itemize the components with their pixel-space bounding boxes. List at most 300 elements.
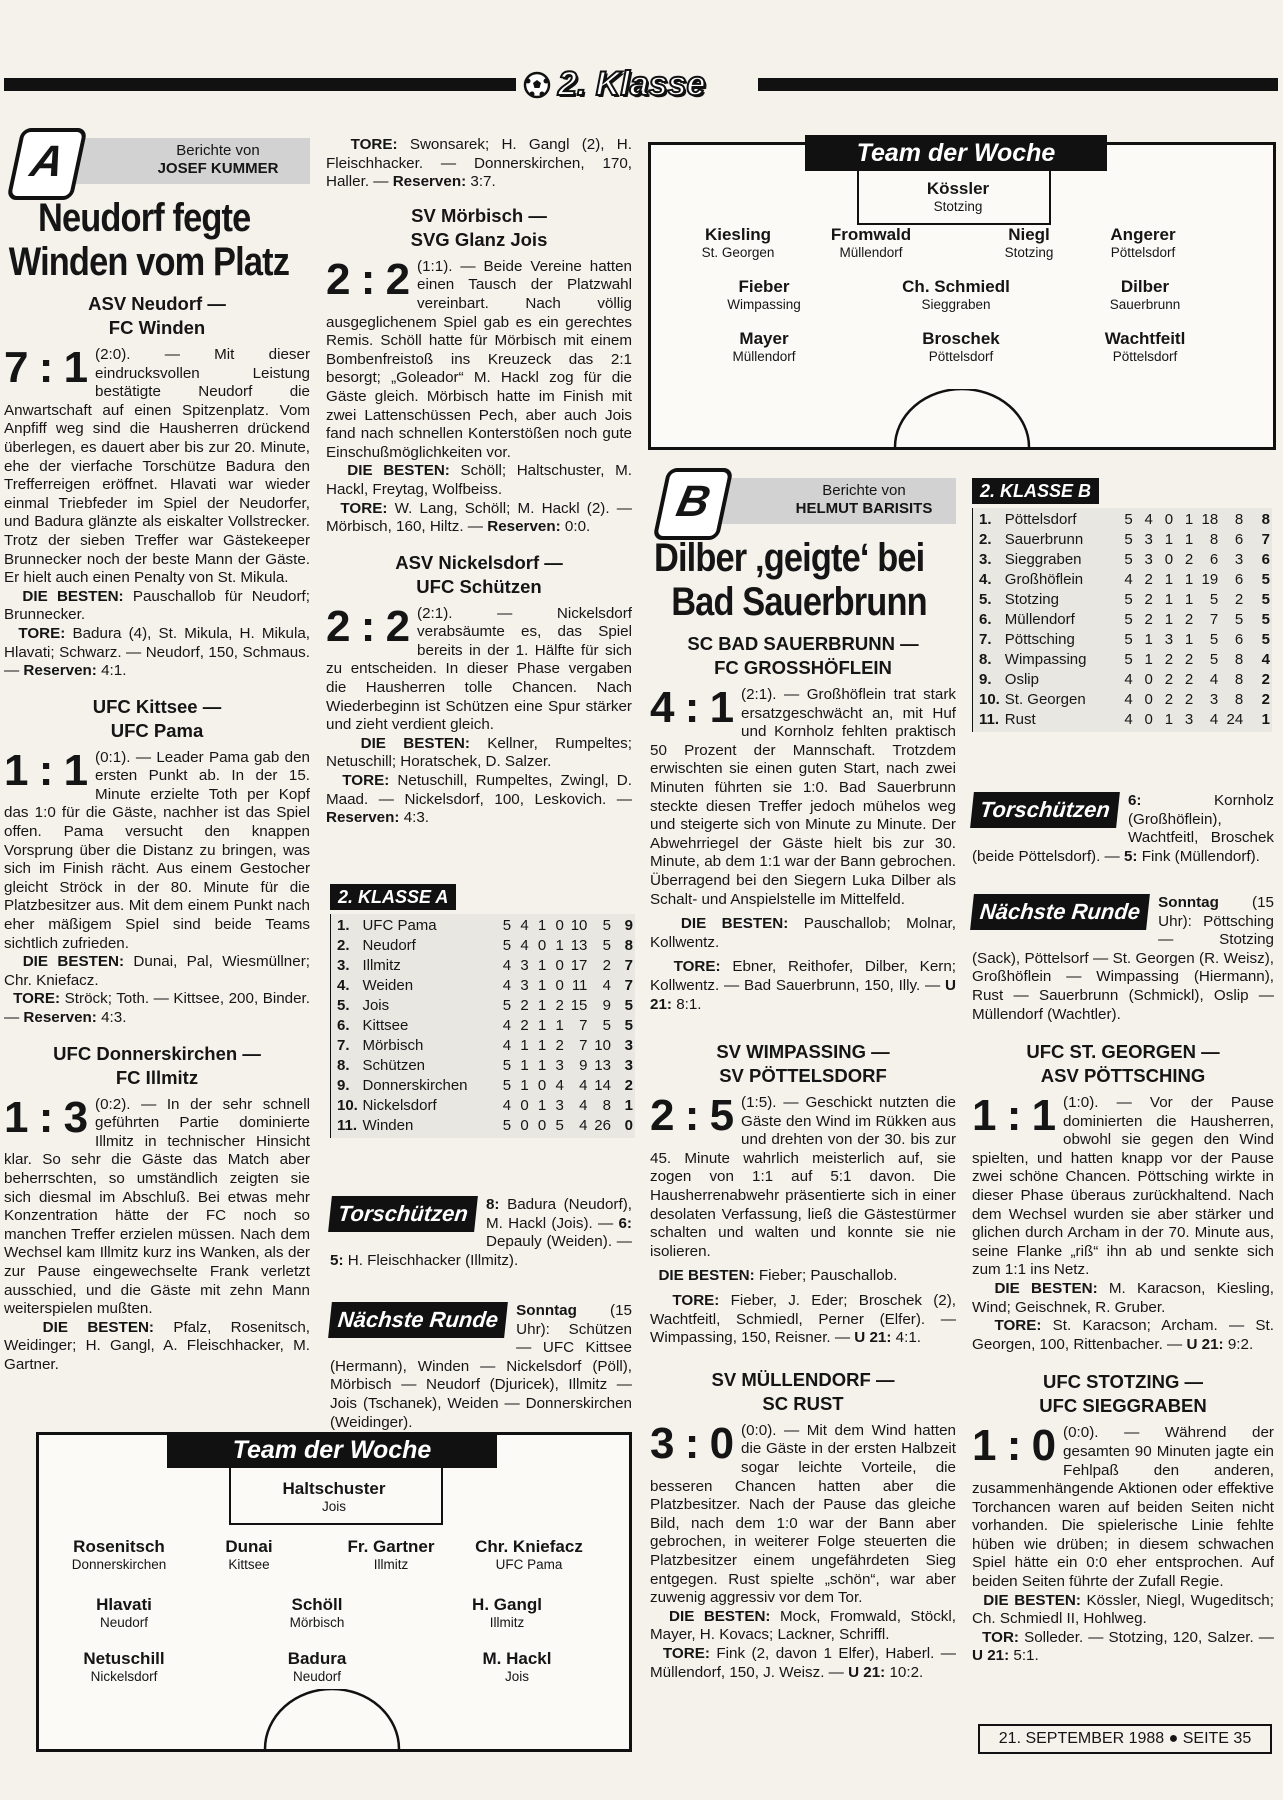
stat-cell: 5 — [1261, 571, 1270, 588]
stat-cell: 6 — [1234, 631, 1244, 648]
stat-cell: 4 — [502, 1017, 512, 1034]
stat-cell: 6 — [1261, 551, 1270, 568]
match-title-line1: ASV Neudorf — — [88, 293, 226, 314]
tore-text: Ebner, Reithofer, Dilber, Kern; Kollwentz. — Bad Sauerbrunn, 150, Illy. — — [650, 958, 956, 994]
next-round-day: Sonntag — [516, 1302, 577, 1319]
u21-text: 8:1. — [676, 995, 702, 1013]
player-name: Fromwald — [830, 225, 912, 244]
reserven-label: Reserven: — [23, 662, 97, 680]
player-name: Kiesling — [704, 225, 772, 244]
player-name: Wachtfeitl — [1104, 329, 1186, 348]
match-title-line1: ASV Nickelsdorf — — [395, 551, 563, 573]
stat-cell: 2 — [520, 997, 529, 1014]
player-name: Dunai — [225, 1537, 273, 1556]
match-title-line2: FC GROSSHÖFLEIN — [714, 657, 892, 678]
besten-label: DIE BESTEN: — [22, 953, 125, 971]
stat-cell: 3 — [1209, 691, 1219, 708]
player-name: M. Hackl — [482, 1649, 552, 1668]
stat-cell: 4 — [1261, 651, 1270, 668]
stat-cell: 5 — [1124, 591, 1133, 608]
stat-cell: 8 — [1234, 671, 1244, 688]
match-title — [650, 1368, 956, 1416]
stat-cell: 0 — [520, 1097, 529, 1114]
stat-cell: 4 — [579, 1077, 588, 1094]
match-title — [972, 1040, 1274, 1088]
stat-cell: 0 — [624, 1117, 633, 1134]
stat-cell: 5 — [602, 917, 611, 934]
standings-row — [335, 1056, 635, 1076]
standings-row — [335, 956, 635, 976]
stat-cell: 5 — [1124, 611, 1133, 628]
team-name: St. Georgen — [1004, 691, 1086, 708]
stat-cell: 18 — [1201, 511, 1219, 528]
stat-cell: 4 — [502, 1037, 512, 1054]
tore-label: TORE: — [673, 958, 721, 976]
report-text: (2:1). — Nickelsdorf verabsäumte es, das Spiel bereits in der 1. Hälfte für sich zu entscheiden. In dieser Phase vergaben die Hausherren tolle Chancen. Nach Wiederbeginn ist Schützen eine Spur stärker und zieht verdient gleich. — [326, 604, 632, 734]
stat-cell: 1 — [1164, 711, 1174, 728]
stat-cell: 5 — [1209, 591, 1219, 608]
stat-cell: 5 — [1234, 611, 1244, 628]
stat-cell: 19 — [1201, 571, 1219, 588]
match-report — [326, 136, 632, 192]
score: 2 : 5 — [650, 1091, 734, 1141]
team-b-player — [858, 179, 1058, 215]
besten-label: DIE BESTEN: — [22, 587, 124, 605]
stat-cell: 9 — [624, 917, 633, 934]
match-report — [650, 1091, 956, 1348]
scorers-count: 6: — [618, 1214, 632, 1232]
stat-cell: 0 — [555, 977, 564, 994]
besten-label: DIE BESTEN: — [669, 1607, 771, 1625]
stat-cell: 5 — [1124, 651, 1133, 668]
team-a-player — [217, 1649, 417, 1685]
stat-cell: 4 — [1124, 691, 1133, 708]
stat-cell: 1 — [1261, 711, 1270, 728]
team-name: Pöttsching — [1004, 631, 1075, 648]
stat-cell: 2 — [1184, 551, 1194, 568]
position: 8. — [337, 1057, 350, 1074]
match-title-line2: UFC SIEGGRABEN — [1039, 1395, 1207, 1417]
report-text: (0:0). — Mit dem Wind hatten die Gäste in der ersten Halbzeit sogar leichte Vorteile, die besseren Chancen hatten aber die Platzbesitzer. Nach der Pause das gleiche Bild, nach dem 1:0 war der Bann aber gebrochen, in weiterer Folge steuerten die Platzbesitzer einem ungefährdeten Sieg entgegen. Rust spielte „schön“, war aber zuwenig aggressiv vor dem Tor. — [650, 1421, 956, 1607]
tore-label: TORE: — [18, 624, 66, 642]
stat-cell: 8 — [602, 1097, 611, 1114]
stat-cell: 3 — [1144, 551, 1153, 568]
tore-label: TORE: — [662, 1644, 710, 1662]
besten-text: Pfalz, Rosenitsch, Weidinger; H. Gangl, A. Fleischhacker, M. Gartner. — [4, 1318, 310, 1373]
team-name: UFC Pama — [362, 917, 437, 934]
stat-cell: 3 — [520, 957, 529, 974]
team-name: Jois — [362, 997, 390, 1014]
score: 1 : 0 — [972, 1421, 1056, 1471]
team-b-player — [856, 277, 1056, 313]
stat-cell: 8 — [1209, 531, 1219, 548]
match-report — [4, 1092, 310, 1375]
headline-a — [8, 196, 290, 284]
stat-cell: 5 — [624, 1017, 633, 1034]
besten-label: DIE BESTEN: — [347, 462, 450, 480]
team-a-player — [217, 1595, 417, 1631]
scorers-a — [330, 1196, 632, 1270]
u21-label: U 21: — [650, 976, 956, 1013]
besten-text: Schöll; Haltschuster, M. Hackl, Freytag, Wolfbeiss. — [326, 462, 632, 498]
stat-cell: 9 — [579, 1057, 588, 1074]
stat-cell: 3 — [624, 1057, 633, 1074]
stat-cell: 2 — [1164, 651, 1174, 668]
team-name: Donnerskirchen — [362, 1077, 468, 1094]
match-title-line1: UFC ST. GEORGEN — — [1026, 1041, 1220, 1062]
player-club: Neudorf — [292, 1669, 342, 1684]
stat-cell: 2 — [1184, 671, 1194, 688]
next-round-a-label: Nächste Runde — [328, 1302, 508, 1338]
match-title-line2: UFC Pama — [110, 719, 204, 741]
team-name: Nickelsdorf — [362, 1097, 437, 1114]
match-report — [972, 1421, 1274, 1666]
stat-cell: 4 — [602, 977, 611, 994]
standings-row — [977, 510, 1272, 530]
standings-a-title: 2. KLASSE A — [330, 884, 456, 910]
stat-cell: 0 — [537, 937, 547, 954]
player-club: Jois — [321, 1499, 346, 1514]
stat-cell: 3 — [555, 1057, 564, 1074]
stat-cell: 1 — [1184, 571, 1194, 588]
reserven-text: 4:1. — [101, 662, 127, 680]
next-round-day: Sonntag — [1158, 894, 1219, 911]
match-title-line2: FC Illmitz — [115, 1066, 199, 1088]
reserven-text: 0:0. — [564, 518, 591, 536]
position: 7. — [979, 631, 992, 648]
stat-cell: 5 — [1261, 591, 1270, 608]
match-title — [650, 1040, 956, 1088]
player-club: Pöttelsdorf — [1112, 349, 1178, 364]
report-text: (1:5). — Geschickt nutzten die Gäste den Wind im Rükken aus und drehten von der 30. bis zur 45. Minute wahrlich meisterlich auf, sie zogen von 1:1 auf 5:1 davon. Die Hausherrenabwehr präsentierte sich in einer desolaten Verfassung, ließ die Gästestürmer schalten und walten und konnte sie nie isolieren. — [650, 1094, 956, 1260]
player-name: Chr. Kniefacz — [475, 1537, 583, 1556]
team-b-player — [861, 329, 1061, 365]
match-title — [972, 1370, 1274, 1418]
besten-label: DIE BESTEN: — [994, 1279, 1098, 1297]
stat-cell: 4 — [502, 977, 512, 994]
headline-a-line2: Winden vom Platz — [8, 240, 290, 284]
reserven-label: Reserven: — [326, 809, 400, 827]
besten-text: Pauschallob für Neudorf; Brunnecker. — [4, 587, 310, 624]
player-name: Schöll — [291, 1595, 343, 1614]
stat-cell: 26 — [594, 1117, 611, 1134]
player-name: Haltschuster — [282, 1479, 386, 1498]
stat-cell: 8 — [1261, 511, 1270, 528]
team-name: Sauerbrunn — [1004, 531, 1084, 548]
team-name: Mörbisch — [362, 1037, 424, 1054]
standings-row — [977, 570, 1272, 590]
team-b-player — [664, 277, 864, 313]
u21-text: 9:2. — [1227, 1335, 1254, 1353]
team-name: Weiden — [362, 977, 414, 994]
stat-cell: 1 — [555, 1017, 564, 1034]
player-club: Stotzing — [1004, 245, 1054, 260]
stat-cell: 2 — [520, 1017, 529, 1034]
stat-cell: 13 — [570, 937, 588, 954]
player-name: Angerer — [1110, 225, 1176, 244]
reserven-text: 4:3. — [101, 1009, 127, 1026]
position: 6. — [979, 611, 992, 628]
stat-cell: 1 — [537, 1037, 547, 1054]
stat-cell: 4 — [1124, 571, 1133, 588]
score: 1 : 1 — [4, 745, 88, 795]
next-round-text: (15 Uhr): Schützen — UFC Kittsee (Hermann), Winden — Nickelsdorf (Pöll), Mörbisch — Neudorf (Djuricek), Illmitz — Jois (Tschanek), Weiden — Donnerskirchen (Weidinger). — [330, 1302, 632, 1431]
stat-cell: 7 — [1209, 611, 1219, 628]
stat-cell: 8 — [1234, 691, 1244, 708]
score: 3 : 0 — [650, 1418, 734, 1468]
score: 4 : 1 — [650, 683, 734, 732]
besten-text: Dunai, Pal, Wiesmüllner; Chr. Kniefacz. — [4, 953, 310, 989]
standings-row — [335, 1036, 635, 1056]
position: 9. — [979, 671, 992, 688]
center-circle-arc — [257, 1689, 407, 1749]
match-title-line2: UFC Schützen — [416, 575, 542, 597]
stat-cell: 7 — [579, 1037, 588, 1054]
section-letter-b: B — [652, 468, 733, 540]
stat-cell: 8 — [1234, 651, 1244, 668]
reporter-label: Berichte von — [176, 142, 260, 159]
besten-label: DIE BESTEN: — [42, 1318, 154, 1336]
player-name: Niegl — [1008, 225, 1050, 244]
team-name: Rust — [1004, 711, 1036, 728]
match-title — [4, 1042, 310, 1090]
reporter-box-a — [26, 137, 310, 186]
scorers-text: Depauly (Weiden). — — [485, 1233, 632, 1251]
player-name: Ch. Schmiedl — [902, 277, 1010, 296]
stat-cell: 5 — [624, 997, 633, 1014]
stat-cell: 4 — [520, 917, 529, 934]
standings-row — [335, 936, 635, 956]
tore-text: Swonsarek; H. Gangl (2), H. Fleischhacker. — Donnerskirchen, 170, Haller. — — [326, 136, 632, 191]
standings-b-title: 2. KLASSE B — [972, 478, 1099, 504]
player-name: Kössler — [926, 179, 990, 198]
position: 7. — [337, 1037, 350, 1054]
stat-cell: 2 — [555, 997, 564, 1014]
stat-cell: 5 — [502, 1077, 512, 1094]
standings-row — [977, 590, 1272, 610]
col-d-reports — [972, 1040, 1274, 1666]
match-title-line1: SV MÜLLENDORF — — [711, 1368, 895, 1390]
stat-cell: 4 — [555, 1077, 564, 1094]
stat-cell: 0 — [1164, 551, 1174, 568]
tore-text: Fink (2, davon 1 Elfer), Haberl. — Müllendorf, 150, J. Weisz. — — [650, 1644, 956, 1681]
stat-cell: 2 — [1164, 671, 1174, 688]
report-text: (1:0). — Vor der Pause dominierten die Hausherren, obwohl sie gegen den Wind spielten, und hatten knapp vor der Pause zwei schöne Chancen. Pöttsching wirkte in dieser Phase überaus zurückhaltend. Nach dem Wechsel wurden sie aber stärker und glichen durch Archam in der 70. Minute aus, seine Flanke „riß“ ihn ab und senkte sich zum 1:1 ins Netz. — [972, 1094, 1274, 1279]
header-rule-left — [4, 78, 516, 91]
standings-b — [972, 478, 1272, 732]
match-report — [972, 1091, 1274, 1354]
stat-cell: 2 — [602, 957, 611, 974]
stat-cell: 5 — [602, 1017, 611, 1034]
besten-text: Mock, Fromwald, Stöckl, Mayer, H. Kovacs; Lackner, Schriffl. — [650, 1607, 956, 1644]
match-title — [326, 204, 632, 252]
player-club: Pöttelsdorf — [1110, 245, 1176, 260]
standings-row — [335, 1076, 635, 1096]
team-a-player — [24, 1649, 224, 1685]
reserven-text: 4:3. — [403, 809, 430, 827]
stat-cell: 1 — [555, 937, 564, 954]
position: 9. — [337, 1077, 350, 1094]
tore-text: W. Lang, Schöll; M. Hackl (2). — Mörbisch, 160, Hiltz. — — [326, 499, 632, 536]
stat-cell: 2 — [555, 1037, 564, 1054]
position: 11. — [979, 711, 1000, 728]
score: 2 : 2 — [326, 601, 410, 651]
report-text: (2:0). — Mit dieser eindrucksvollen Leistung bestätigte Neudorf die Anwartschaft auf einen Spitzenplatz. Vom Anpfiff weg sind die Hausherren drückend überlegen, es dauert aber bis zur 20. Minute, ehe der vierfache Torschütze Badura den Trefferreigen eröffnet. Hlavati war wieder einmal Triebfeder im Spiel der Neudorfer, und Badura glänzte als eiskalter Vollstrecker. Trotz der sieben Treffer war Gästekeeper Brunnecker noch der beste Mann der Gäste. Er hielt auch einen Penalty von St. Mikula. — [4, 346, 310, 587]
team-name: Müllendorf — [1004, 611, 1075, 628]
stat-cell: 8 — [1234, 511, 1244, 528]
reserven-text: 3:7. — [470, 173, 496, 191]
score: 1 : 3 — [4, 1092, 88, 1142]
tore-text: Solleder. — Stotzing, 120, Salzer. — — [1024, 1628, 1274, 1646]
stat-cell: 0 — [1144, 711, 1153, 728]
match-title-line2: SC RUST — [762, 1392, 844, 1414]
reserven-label: Reserven: — [487, 518, 561, 536]
player-club: Neudorf — [99, 1615, 149, 1630]
scorers-text: Fink (Müllendorf). — [1141, 847, 1260, 865]
player-name: Mayer — [739, 329, 789, 348]
next-round-b-label: Nächste Runde — [970, 894, 1150, 930]
match-title-line1: UFC Donnerskirchen — — [53, 1042, 261, 1064]
standings-row — [977, 710, 1272, 730]
stat-cell: 9 — [602, 997, 611, 1014]
match-title-line2: ASV PÖTTSCHING — [1040, 1065, 1206, 1086]
stat-cell: 2 — [1184, 611, 1194, 628]
tore-label: TORE: — [672, 1292, 720, 1310]
standings-row — [977, 530, 1272, 550]
stat-cell: 14 — [594, 1077, 611, 1094]
besten-text: Kössler, Niegl, Wugeditsch; Ch. Schmiedl II, Hohlweg. — [972, 1591, 1274, 1628]
team-a-player — [234, 1479, 434, 1515]
besten-text: Pauschallob; Molnar, Kollwentz. — [650, 915, 956, 951]
position: 2. — [979, 531, 992, 548]
stat-cell: 17 — [570, 957, 588, 974]
stat-cell: 4 — [579, 1097, 588, 1114]
stat-cell: 5 — [1124, 631, 1133, 648]
stat-cell: 4 — [579, 1117, 588, 1134]
stat-cell: 4 — [1144, 511, 1153, 528]
stat-cell: 1 — [520, 1077, 529, 1094]
reporter-box-b — [672, 477, 956, 526]
stat-cell: 2 — [1144, 591, 1153, 608]
stat-cell: 5 — [602, 937, 611, 954]
report-text: (0:2). — In der sehr schnell geführten Partie dominierte Illmitz in technischer Hinsicht klar. So sehr die Gäste das Match aber beherrschten, so umständlich zeigten sie sich diesmal im Abschluß. Bei etwas mehr Konzentration hätte der FC noch so manchen Treffer erzielen müssen. Nach dem Wechsel kam Illmitz kurz ins Wanken, als der zur Pause eingewechselte Frank verletzt ausschied, und die Gäste mit zehn Mann weiterspielen mußten. — [4, 1095, 310, 1318]
team-a-player — [429, 1537, 629, 1573]
stat-cell: 5 — [1261, 611, 1270, 628]
reserven-label: Reserven: — [23, 1009, 97, 1026]
standings-a — [330, 884, 635, 1138]
team-a-player — [417, 1649, 617, 1685]
stat-cell: 3 — [1164, 631, 1174, 648]
team-name: Illmitz — [362, 957, 401, 974]
team-b-player — [1045, 277, 1245, 313]
stat-cell: 6 — [1209, 551, 1219, 568]
stat-cell: 1 — [1164, 591, 1174, 608]
u21-text: 4:1. — [895, 1329, 922, 1347]
col-b — [326, 136, 632, 828]
stat-cell: 1 — [1164, 571, 1174, 588]
stat-cell: 1 — [1164, 611, 1174, 628]
stat-cell: 8 — [624, 937, 633, 954]
stat-cell: 4 — [502, 957, 512, 974]
position: 4. — [337, 977, 350, 994]
position: 5. — [337, 997, 350, 1014]
stat-cell: 3 — [520, 977, 529, 994]
headline-b — [654, 536, 927, 624]
stat-cell: 7 — [1261, 531, 1270, 548]
stat-cell: 5 — [1209, 631, 1219, 648]
team-name: Winden — [362, 1117, 414, 1134]
stat-cell: 4 — [1124, 671, 1133, 688]
player-club: Pöttelsdorf — [928, 349, 994, 364]
team-of-week-b-title: Team der Woche — [805, 135, 1107, 171]
position: 8. — [979, 651, 992, 668]
match-report — [650, 683, 956, 1014]
match-title-line1: SV WIMPASSING — — [716, 1041, 890, 1063]
stat-cell: 10 — [570, 917, 588, 934]
score: 2 : 2 — [326, 254, 410, 304]
stat-cell: 24 — [1226, 711, 1244, 728]
headline-b-line1: Dilber ‚geigte‘ bei — [654, 536, 925, 580]
standings-row — [977, 690, 1272, 710]
u21-label: U 21: — [848, 1663, 886, 1681]
match-title — [4, 292, 310, 340]
stat-cell: 5 — [502, 1117, 512, 1134]
stat-cell: 1 — [520, 1037, 529, 1054]
team-of-week-b — [648, 139, 1276, 450]
besten-label: DIE BESTEN: — [680, 915, 789, 933]
stat-cell: 1 — [520, 1057, 529, 1074]
match-report — [4, 343, 310, 681]
match-title — [4, 695, 310, 743]
standings-row — [977, 550, 1272, 570]
besten-label: DIE BESTEN: — [658, 1267, 755, 1285]
standings-b-table — [977, 510, 1272, 730]
stat-cell: 1 — [1184, 531, 1194, 548]
reporter-name: HELMUT BARISITS — [795, 500, 933, 517]
player-name: Rosenitsch — [73, 1537, 165, 1556]
player-club: Wimpassing — [727, 297, 801, 312]
stat-cell: 0 — [1144, 691, 1153, 708]
center-circle-arc — [887, 389, 1037, 447]
match-title-line2: SV PÖTTELSDORF — [719, 1065, 887, 1087]
standings-row — [335, 976, 635, 996]
reporter-label: Berichte von — [822, 482, 906, 499]
standings-row — [977, 650, 1272, 670]
tore-label: TOR: — [982, 1628, 1019, 1646]
position: 3. — [979, 551, 992, 568]
tore-text: Fieber, J. Eder; Broschek (2), Wachtfeitl, Schmiedl, Perner (Elfer). — Wimpassing, 150, Reisner. — — [650, 1292, 956, 1347]
player-name: Fieber — [738, 277, 790, 296]
stat-cell: 15 — [570, 997, 588, 1014]
score: 1 : 1 — [972, 1091, 1056, 1140]
stat-cell: 7 — [579, 1017, 588, 1034]
stat-cell: 1 — [537, 957, 547, 974]
headline-b-line2: Bad Sauerbrunn — [671, 580, 927, 624]
stat-cell: 11 — [571, 977, 588, 994]
player-name: H. Gangl — [472, 1595, 542, 1614]
stat-cell: 2 — [1144, 571, 1153, 588]
player-name: Badura — [287, 1649, 347, 1668]
tore-text: St. Karacson; Archam. — St. Georgen, 100, Rittenbacher. — — [972, 1317, 1274, 1353]
scorers-text: H. Fleischhacker (Illmitz). — [347, 1251, 519, 1269]
stat-cell: 1 — [537, 997, 547, 1014]
stat-cell: 5 — [555, 1117, 564, 1134]
stat-cell: 2 — [1164, 691, 1174, 708]
scorers-text: Kornholz (Großhöflein), Wachtfeitl, Broschek (beide Pöttelsdorf). — — [972, 792, 1274, 865]
stat-cell: 5 — [502, 917, 512, 934]
standings-a-table — [335, 916, 635, 1136]
standings-row — [977, 670, 1272, 690]
